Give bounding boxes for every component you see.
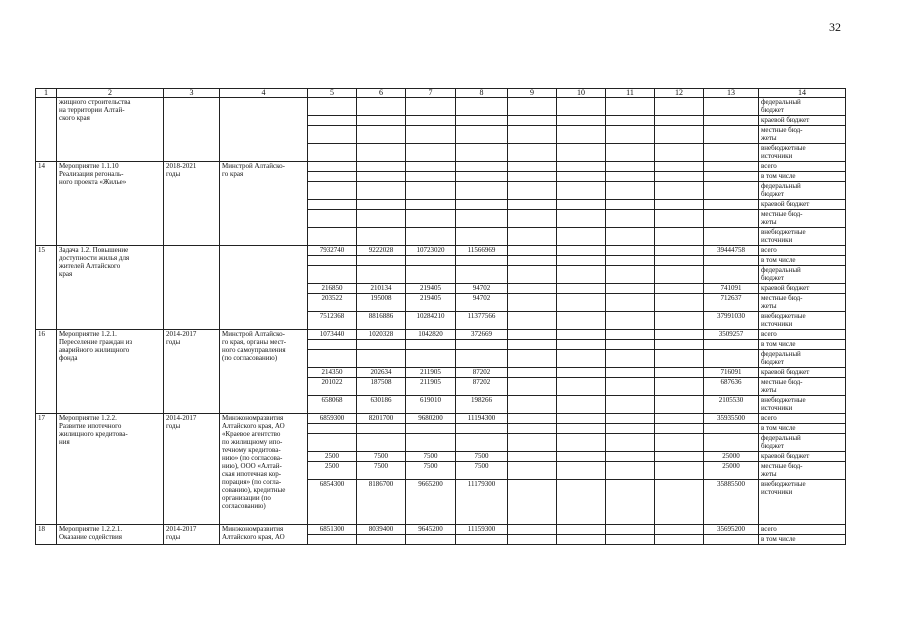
header-cell: 4 — [220, 89, 308, 98]
source-cell: в том числе — [759, 424, 846, 434]
header-cell: 9 — [508, 89, 557, 98]
value-2015: 210134 — [357, 284, 406, 294]
source-cell: местные бюд- жеты — [759, 462, 846, 480]
value-2015: 8186700 — [357, 480, 406, 525]
value-2014: 6854300 — [308, 480, 357, 525]
source-cell: внебюджетные источники — [759, 144, 846, 162]
value-2017: 11377566 — [456, 312, 508, 330]
value-2016: 9645200 — [406, 525, 456, 535]
value-2015: 8039400 — [357, 525, 406, 535]
value-2015: 7500 — [357, 462, 406, 480]
executor-cell: Минстрой Алтайско- го края, органы мест- ного самоуправления (по согласованию) — [220, 330, 308, 414]
value-total: 3509257 — [704, 330, 759, 340]
value-2017: 11159300 — [456, 525, 508, 535]
source-cell: в том числе — [759, 535, 846, 545]
value-2015: 202634 — [357, 368, 406, 378]
header-cell: 8 — [456, 89, 508, 98]
value-2017: 11194300 — [456, 414, 508, 424]
executor-cell: Минэкономразвития Алтайского края, АО — [220, 525, 308, 545]
program-table — [35, 88, 846, 545]
row-number: 17 — [36, 414, 57, 525]
value-2017: 94702 — [456, 294, 508, 312]
value-total: 25000 — [704, 462, 759, 480]
value-2015: 187508 — [357, 378, 406, 396]
value-2016: 7500 — [406, 462, 456, 480]
measure-name: Мероприятие 1.2.1. Переселение граждан из аварийного жилищного фонда — [57, 330, 164, 414]
source-cell: краевой бюджет — [759, 200, 846, 210]
value-2017: 94702 — [456, 284, 508, 294]
source-cell: краевой бюджет — [759, 368, 846, 378]
value-2016: 9665200 — [406, 480, 456, 525]
source-cell: краевой бюджет — [759, 452, 846, 462]
header-cell: 13 — [704, 89, 759, 98]
value-2017: 11179300 — [456, 480, 508, 525]
source-cell: внебюджетные источники — [759, 396, 846, 414]
value-2015: 7500 — [357, 452, 406, 462]
value-2017: 11566969 — [456, 246, 508, 256]
value-2017: 87202 — [456, 368, 508, 378]
row-number: 14 — [36, 162, 57, 246]
source-cell: федеральный бюджет — [759, 266, 846, 284]
value-2016: 211905 — [406, 378, 456, 396]
header-cell: 6 — [357, 89, 406, 98]
measure-name: Мероприятие 1.1.10 Реализация регональ- ного проекта «Жилье» — [57, 162, 164, 246]
source-cell: всего — [759, 330, 846, 340]
executor-cell: Минстрой Алтайско- го края — [220, 162, 308, 246]
source-cell: всего — [759, 525, 846, 535]
table-row — [36, 98, 846, 116]
value-2014: 1073440 — [308, 330, 357, 340]
years-cell: 2014-2017 годы — [164, 414, 220, 525]
value-2014: 6859300 — [308, 414, 357, 424]
header-cell: 1 — [36, 89, 57, 98]
value-2015: 630186 — [357, 396, 406, 414]
source-cell: внебюджетные источники — [759, 480, 846, 525]
source-cell: федеральный бюджет — [759, 350, 846, 368]
value-total: 716091 — [704, 368, 759, 378]
value-total: 2105530 — [704, 396, 759, 414]
header-cell: 11 — [606, 89, 655, 98]
value-2016: 7500 — [406, 452, 456, 462]
source-cell: федеральный бюджет — [759, 182, 846, 200]
source-cell: краевой бюджет — [759, 284, 846, 294]
years-cell: 2014-2017 годы — [164, 330, 220, 414]
row-number: 16 — [36, 330, 57, 414]
page-number: 32 — [829, 20, 841, 34]
source-cell: местные бюд- жеты — [759, 294, 846, 312]
value-total: 25000 — [704, 452, 759, 462]
measure-name: Мероприятие 1.2.2.1. Оказание содействия — [57, 525, 164, 545]
source-cell: федеральный бюджет — [759, 98, 846, 116]
years-cell: 2018-2021 годы — [164, 162, 220, 246]
header-cell: 10 — [557, 89, 606, 98]
value-2015: 8816886 — [357, 312, 406, 330]
row-number: 18 — [36, 525, 57, 545]
value-total: 712637 — [704, 294, 759, 312]
value-total: 35935500 — [704, 414, 759, 424]
value-2017: 372669 — [456, 330, 508, 340]
row-number: 15 — [36, 246, 57, 330]
header-cell: 14 — [759, 89, 846, 98]
value-2014: 214350 — [308, 368, 357, 378]
source-cell: всего — [759, 162, 846, 172]
measure-name: Мероприятие 1.2.2. Развитие ипотечного жилищного кредитова- ния — [57, 414, 164, 525]
value-2017: 87202 — [456, 378, 508, 396]
value-2016: 9680200 — [406, 414, 456, 424]
measure-name: Задача 1.2. Повышение доступности жилья для жителей Алтайского края — [57, 246, 164, 330]
value-2014: 2500 — [308, 462, 357, 480]
value-2014: 201022 — [308, 378, 357, 396]
value-2014: 216850 — [308, 284, 357, 294]
table-row — [36, 162, 846, 172]
value-2014: 2500 — [308, 452, 357, 462]
source-cell: местные бюд- жеты — [759, 126, 846, 144]
value-2017: 7500 — [456, 452, 508, 462]
header-cell: 5 — [308, 89, 357, 98]
value-total: 39444758 — [704, 246, 759, 256]
value-2015: 9222028 — [357, 246, 406, 256]
value-total: 35885500 — [704, 480, 759, 525]
value-2016: 10284210 — [406, 312, 456, 330]
value-2015: 8201700 — [357, 414, 406, 424]
measure-name: жищного строительства на территории Алтай- ского края — [57, 98, 164, 162]
header-row — [36, 89, 846, 98]
source-cell: федеральный бюджет — [759, 434, 846, 452]
table-row — [36, 414, 846, 424]
source-cell: местные бюд- жеты — [759, 210, 846, 228]
header-cell: 2 — [57, 89, 164, 98]
source-cell: в том числе — [759, 340, 846, 350]
value-2014: 7932740 — [308, 246, 357, 256]
value-total: 741091 — [704, 284, 759, 294]
source-cell: местные бюд- жеты — [759, 378, 846, 396]
source-cell: краевой бюджет — [759, 116, 846, 126]
years-cell: 2014-2017 годы — [164, 525, 220, 545]
source-cell: внебюджетные источники — [759, 312, 846, 330]
source-cell: всего — [759, 246, 846, 256]
value-2014: 203522 — [308, 294, 357, 312]
source-cell: в том числе — [759, 172, 846, 182]
value-2017: 198266 — [456, 396, 508, 414]
value-2016: 211905 — [406, 368, 456, 378]
value-2017: 7500 — [456, 462, 508, 480]
value-2016: 619010 — [406, 396, 456, 414]
executor-cell: Минэкономразвития Алтайского края, АО «Краевое агентство по жилищному ипо- течному кредитова- нию» (по согласова- нию), ООО «Алтай- ская ипотечная кор- порация» (по согла- сованию), кредитные организации (по согласованию) — [220, 414, 308, 525]
source-cell: в том числе — [759, 256, 846, 266]
header-cell: 7 — [406, 89, 456, 98]
table-row — [36, 525, 846, 535]
header-cell: 12 — [655, 89, 704, 98]
value-2016: 219405 — [406, 294, 456, 312]
value-2014: 6851300 — [308, 525, 357, 535]
value-2014: 7512368 — [308, 312, 357, 330]
value-total: 37991030 — [704, 312, 759, 330]
source-cell: всего — [759, 414, 846, 424]
value-2016: 1042820 — [406, 330, 456, 340]
table-row — [36, 246, 846, 256]
value-2016: 219405 — [406, 284, 456, 294]
source-cell: внебюджетные источники — [759, 228, 846, 246]
value-2015: 195008 — [357, 294, 406, 312]
value-2015: 1020328 — [357, 330, 406, 340]
table-row — [36, 330, 846, 340]
value-2014: 658068 — [308, 396, 357, 414]
value-total: 687636 — [704, 378, 759, 396]
header-cell: 3 — [164, 89, 220, 98]
value-2016: 10723020 — [406, 246, 456, 256]
value-total: 35695200 — [704, 525, 759, 535]
